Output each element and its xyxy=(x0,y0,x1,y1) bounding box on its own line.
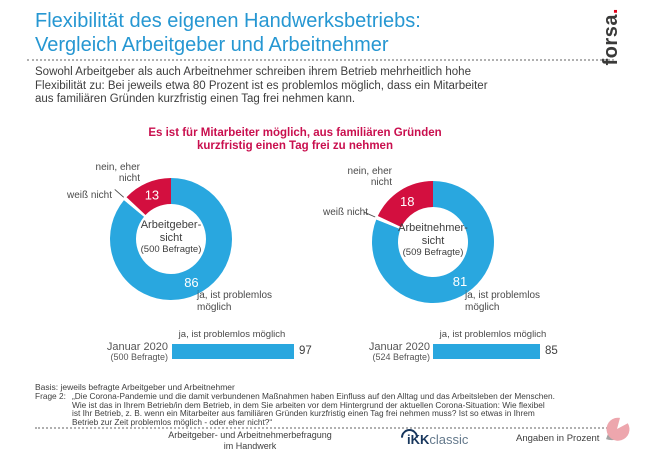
bar-category-right xyxy=(337,342,430,362)
bar-series-label-left: ja, ist problemlos möglich xyxy=(178,329,286,340)
basis-note: Basis: jeweils befragte Arbeitgeber und Arbeitnehmer xyxy=(35,382,235,392)
donut-center-sublabel: (500 Befragte) xyxy=(140,244,202,255)
label-nein-eher-nicht-right: nein, eher nicht xyxy=(347,166,392,188)
label-nein-eher-nicht-left: nein, eher nicht xyxy=(95,162,140,184)
question-line: ist Ihr Betrieb, z. B. wenn ein Mitarbeiter aus familiären Gründen kurzfristig einen Tag frei nehmen muss? Ist so etwas in Ihrem xyxy=(72,408,535,419)
donut-center-line2: sicht xyxy=(159,231,183,244)
forsa-logo-dot: . xyxy=(600,8,622,15)
bar-value-left: 97 xyxy=(299,345,312,357)
bar-row-right xyxy=(433,343,558,359)
weiss-nicht-pointer-line xyxy=(115,189,124,197)
question-text xyxy=(72,392,555,427)
bar-category-name: Januar 2020 xyxy=(106,341,168,353)
bar-right xyxy=(433,344,540,359)
donut-center-employee xyxy=(373,222,493,258)
footer-divider xyxy=(35,427,612,429)
donut-center-sublabel: (509 Befragte) xyxy=(402,247,464,258)
page-title-line1: Flexibilität des eigenen Handwerksbetriebs: xyxy=(35,10,421,32)
donut-segment-value: 13 xyxy=(144,187,160,203)
intro-line: Flexibilität zu: Bei jeweils etwa 80 Prozent ist es problemlos möglich, dass ein Mitarbeiter xyxy=(35,79,488,92)
question-label: Frage 2: xyxy=(35,391,66,401)
intro-line: aus familiären Gründen kurzfristig einen Tag frei nehmen kann. xyxy=(35,93,356,105)
question-line: Wie ist das in Ihrem Betrieb/in dem Betrieb, in dem Sie arbeiten vor dem Hintergrund der aktuellen Corona-Situation: Wie flexibel xyxy=(72,399,545,410)
label-weiss-nicht-left: weiß nicht xyxy=(66,190,112,201)
donut-segment-value: 86 xyxy=(184,274,199,290)
chart-heading-line1: Es ist für Mitarbeiter möglich, aus familiären Gründen xyxy=(148,127,442,139)
question-line: Betrieb zur Zeit problemlos möglich - oder eher nicht?“ xyxy=(72,417,273,428)
bar-category-left xyxy=(75,342,168,362)
chart-heading-line2: kurzfristig einen Tag frei zu nehmen xyxy=(197,140,393,152)
forsa-logo-text: forsa. xyxy=(600,8,622,66)
label-ja-problemlos-right: ja, ist problemlos möglich xyxy=(465,290,541,313)
bar-category-sublabel: (500 Befragte) xyxy=(110,352,168,362)
question-note xyxy=(35,392,555,427)
percent-note: Angaben in Prozent xyxy=(516,433,600,444)
page-title-line2: Vergleich Arbeitgeber und Arbeitnehmer xyxy=(35,34,389,56)
bar-row-left xyxy=(172,343,312,359)
bar-left xyxy=(172,344,294,359)
bar-value-right: 85 xyxy=(545,345,558,357)
ikk-classic-logo xyxy=(404,432,468,447)
question-line: „Die Corona-Pandemie und die damit verbundenen Maßnahmen haben Einfluss auf den Alltag und das Arbeitsleben der Menschen. xyxy=(72,391,555,401)
survey-name-line2: im Handwerk xyxy=(223,440,277,450)
bar-series-label-right: ja, ist problemlos möglich xyxy=(439,329,547,340)
donut-center-employer xyxy=(111,219,231,255)
donut-center-line1: Arbeitnehmer- xyxy=(398,222,468,234)
bar-category-sublabel: (524 Befragte) xyxy=(372,352,430,362)
donut-segment-value: 18 xyxy=(400,193,415,209)
intro-line: Sowohl Arbeitgeber als auch Arbeitnehmer schreiben ihrem Betrieb mehrheitlich hohe xyxy=(35,66,471,78)
bar-category-name: Januar 2020 xyxy=(368,341,430,353)
ikk-logo-bold-text: iKK xyxy=(407,432,430,447)
survey-name xyxy=(150,430,350,450)
pie-logo-icon xyxy=(598,414,646,450)
label-weiss-nicht-right: weiß nicht xyxy=(322,207,368,218)
ikk-logo-light-text: classic xyxy=(429,432,469,447)
survey-name-line1: Arbeitgeber- und Arbeitnehmerbefragung xyxy=(168,430,332,440)
donut-segment-value: 81 xyxy=(452,274,468,290)
pie-logo-pink-pie xyxy=(607,418,630,441)
label-ja-problemlos-left: ja, ist problemlos möglich xyxy=(197,290,273,313)
donut-center-line1: Arbeitgeber- xyxy=(140,219,202,231)
ikk-logo-mark xyxy=(404,432,429,447)
donut-center-line2: sicht xyxy=(421,234,445,247)
